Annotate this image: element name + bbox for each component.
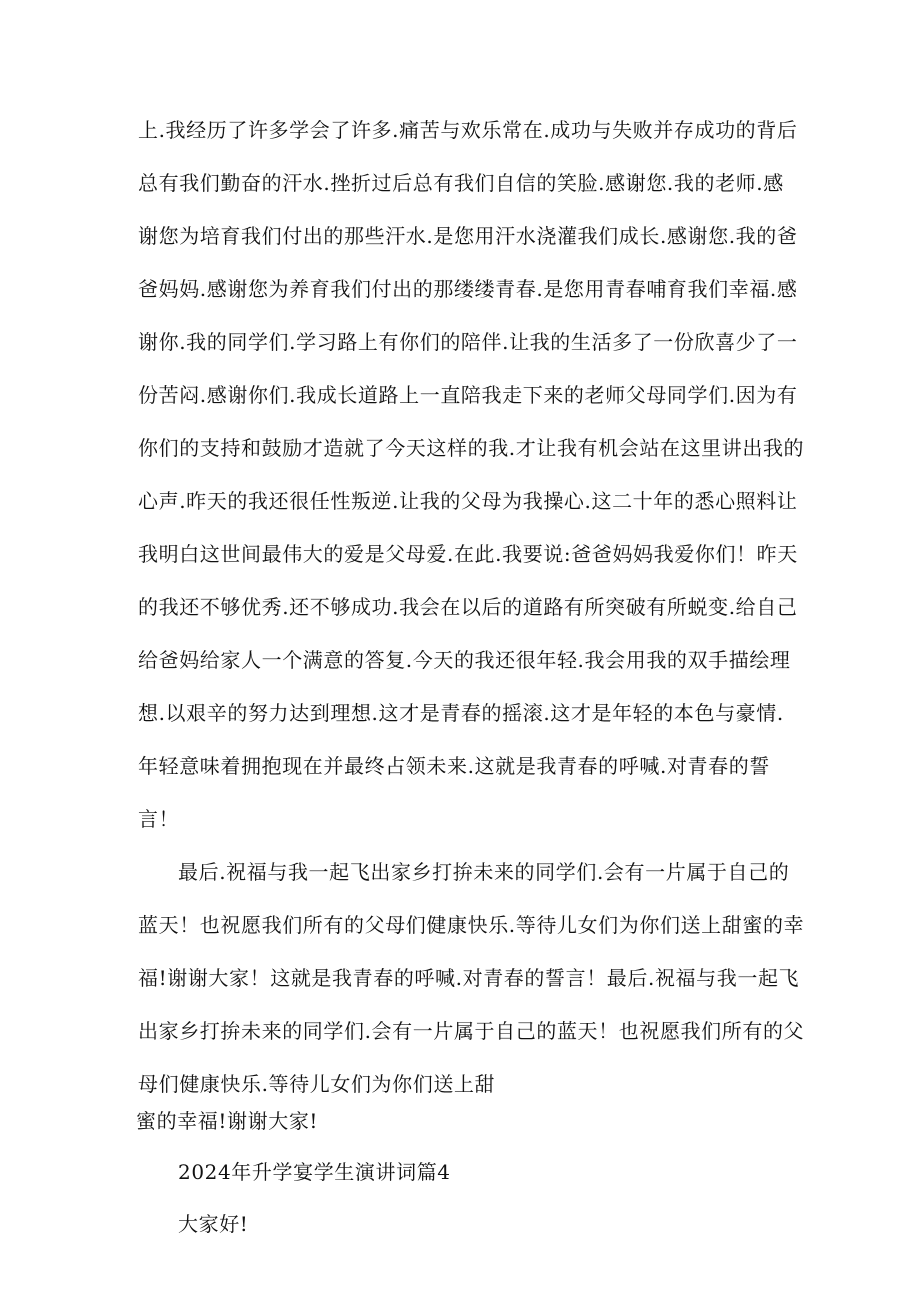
- paragraph-1-line-10: 的我还不够优秀.还不够成功.我会在以后的道路有所突破有所蜕变.给自己: [138, 595, 798, 619]
- paragraph-2-line-6: 蜜的幸福!谢谢大家!: [136, 1109, 319, 1133]
- paragraph-2-line-2: 蓝天！也祝愿我们所有的父母们健康快乐.等待儿女们为你们送上甜蜜的幸: [138, 913, 805, 937]
- paragraph-1-line-6: 份苦闷.感谢你们.我成长道路上一直陪我走下来的老师父母同学们.因为有: [138, 383, 798, 407]
- paragraph-1-line-3: 谢您为培育我们付出的那些汗水.是您用汗水浇灌我们成长.感谢您.我的爸: [138, 224, 798, 248]
- paragraph-1-line-14: 言！: [138, 807, 180, 831]
- paragraph-1-line-9: 我明白这世间最伟大的爱是父母爱.在此.我要说:爸爸妈妈我爱你们！昨天: [138, 542, 798, 566]
- paragraph-1-line-11: 给爸妈给家人一个满意的答复.今天的我还很年轻.我会用我的双手描绘理: [138, 648, 791, 672]
- greeting: 大家好!: [178, 1212, 249, 1236]
- paragraph-1-line-13: 年轻意味着拥抱现在并最终占领未来.这就是我青春的呼喊.对青春的誓: [138, 754, 770, 778]
- section-heading: 2024年升学宴学生演讲词篇4: [178, 1160, 451, 1184]
- paragraph-1-line-4: 爸妈妈.感谢您为养育我们付出的那缕缕青春.是您用青春哺育我们幸福.感: [138, 277, 798, 301]
- paragraph-2-line-3: 福!谢谢大家！这就是我青春的呼喊.对青春的誓言！最后.祝福与我一起飞: [138, 966, 800, 990]
- paragraph-1-line-2: 总有我们勤奋的汗水.挫折过后总有我们自信的笑脸.感谢您.我的老师.感: [138, 171, 784, 195]
- paragraph-1-line-8: 心声.昨天的我还很任性叛逆.让我的父母为我操心.这二十年的悉心照料让: [138, 489, 798, 513]
- paragraph-1-line-12: 想.以艰辛的努力达到理想.这才是青春的摇滚.这才是年轻的本色与豪情.: [138, 701, 784, 725]
- paragraph-2-line-5: 母们健康快乐.等待儿女们为你们送上甜: [138, 1072, 496, 1096]
- paragraph-1-line-1: 上.我经历了许多学会了许多.痛苦与欢乐常在.成功与失败并存成功的背后: [138, 118, 798, 142]
- paragraph-1-line-5: 谢你.我的同学们.学习路上有你们的陪伴.让我的生活多了一份欣喜少了一: [138, 330, 798, 354]
- paragraph-1-line-7: 你们的支持和鼓励才造就了今天这样的我.才让我有机会站在这里讲出我的: [138, 436, 805, 460]
- paragraph-2-line-4: 出家乡打拚未来的同学们.会有一片属于自己的蓝天！也祝愿我们所有的父: [138, 1019, 805, 1043]
- paragraph-2-line-1: 最后.祝福与我一起飞出家乡打拚未来的同学们.会有一片属于自己的: [178, 860, 790, 884]
